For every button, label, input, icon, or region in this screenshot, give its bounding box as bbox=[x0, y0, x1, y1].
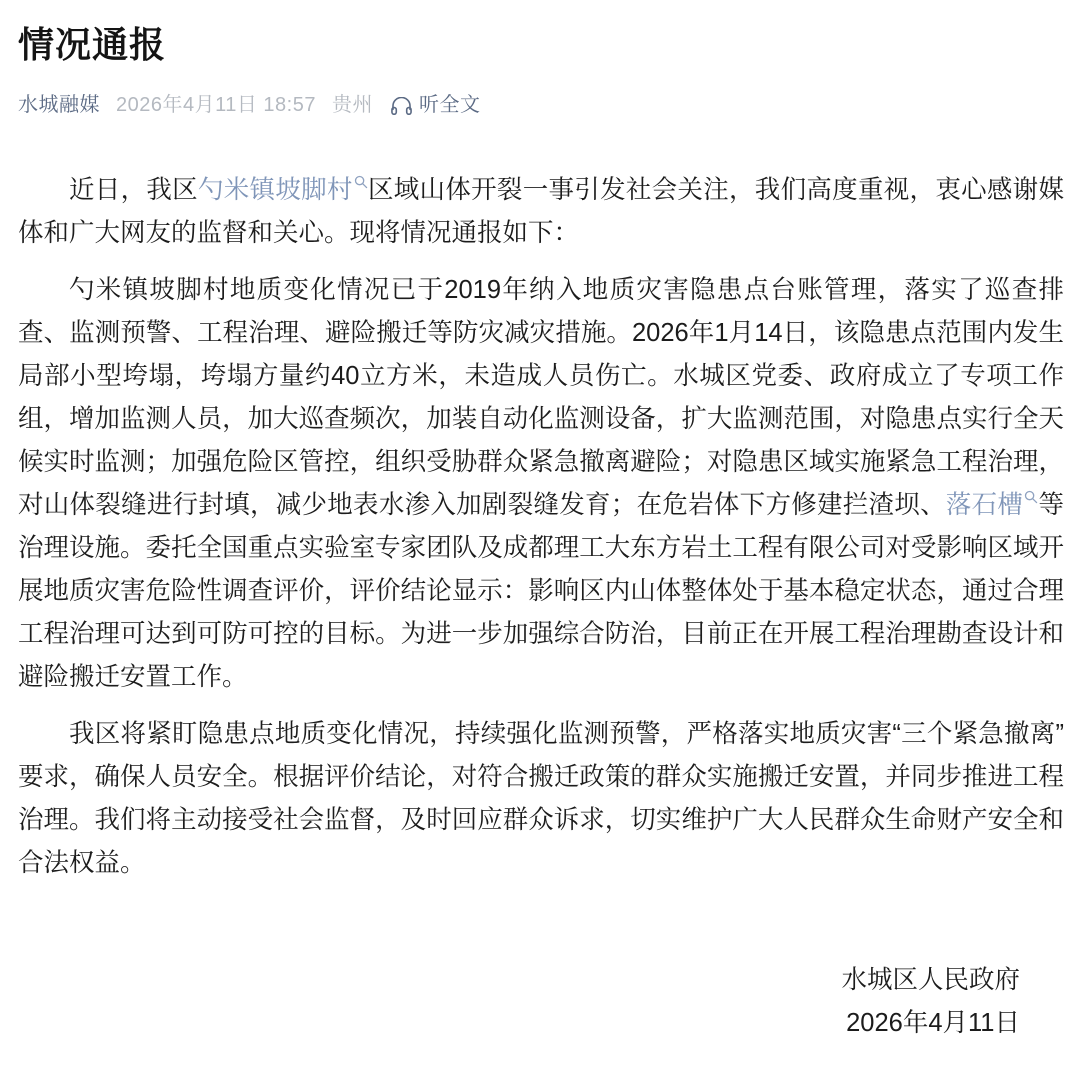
listen-full-text-label: 听全文 bbox=[418, 94, 481, 116]
keyword-link-label: 落石槽 bbox=[945, 491, 1024, 519]
listen-full-text-button[interactable] bbox=[391, 95, 481, 115]
meta-region: 贵州 bbox=[331, 94, 373, 116]
paragraph-1 bbox=[18, 169, 1064, 255]
paragraph-1-rest: 区域山体开裂一事引发社会关注，我们高度重视，衷心感谢媒体和广大网友的监督和关心。现将情况通报如下： bbox=[18, 176, 1064, 247]
paragraph-1-lead: 近日，我区 bbox=[69, 176, 198, 204]
paragraph-2 bbox=[18, 269, 1064, 699]
headphone-icon bbox=[391, 97, 412, 115]
signature-issuer: 水城区人民政府 bbox=[841, 966, 1020, 994]
paragraph-3: 我区将紧盯隐患点地质变化情况，持续强化监测预警，严格落实地质灾害“三个紧急撤离”要求，确保人员安全。根据评价结论，对符合搬迁政策的群众实施搬迁安置，并同步推进工程治理。我们将主动接受社会监督，及时回应群众诉求，切实维护广大人民群众生命财产安全和合法权益。 bbox=[18, 720, 1064, 877]
meta-datetime: 2026年4月11日 18:57 bbox=[116, 94, 316, 116]
search-icon bbox=[354, 175, 368, 189]
meta-source[interactable]: 水城融媒 bbox=[18, 94, 100, 116]
paragraph-2-part-1: 勺米镇坡脚村地质变化情况已于2019年纳入地质灾害隐患点台账管理，落实了巡查排查、监测预警、工程治理、避险搬迁等防灾减灾措施。2026年1月14日，该隐患点范围内发生局部小型垮塌，垮塌方量约40立方米，未造成人员伤亡。水城区党委、政府成立了专项工作组，增加监测人员，加大巡查频次，加装自动化监测设备，扩大监测范围，对隐患点实行全天候实时监测；加强危险区管控，组织受胁群众紧急撤离避险；对隐患区域实施紧急工程治理，对山体裂缝进行封填，减少地表水渗入加剧裂缝发育；在危岩体下方修建拦渣坝、 bbox=[18, 276, 1064, 519]
signature-date: 2026年4月11日 bbox=[846, 1009, 1020, 1037]
article-meta bbox=[18, 95, 1064, 115]
signature-block bbox=[18, 959, 1064, 1045]
keyword-link-luoshicao[interactable] bbox=[946, 491, 1038, 519]
article-body bbox=[18, 169, 1064, 885]
keyword-link-label: 勺米镇坡脚村 bbox=[197, 176, 353, 204]
paragraph-2-part-2: 等治理设施。委托全国重点实验室专家团队及成都理工大东方岩土工程有限公司对受影响区域开展地质灾害危险性调查评价，评价结论显示：影响区内山体整体处于基本稳定状态，通过合理工程治理可达到可防可控的目标。为进一步加强综合防治，目前正在开展工程治理勘查设计和避险搬迁安置工作。 bbox=[18, 491, 1064, 691]
search-icon bbox=[1024, 490, 1038, 504]
keyword-link-shaomizhen-pojiaocun[interactable] bbox=[198, 176, 368, 204]
page-title: 情况通报 bbox=[18, 24, 167, 65]
